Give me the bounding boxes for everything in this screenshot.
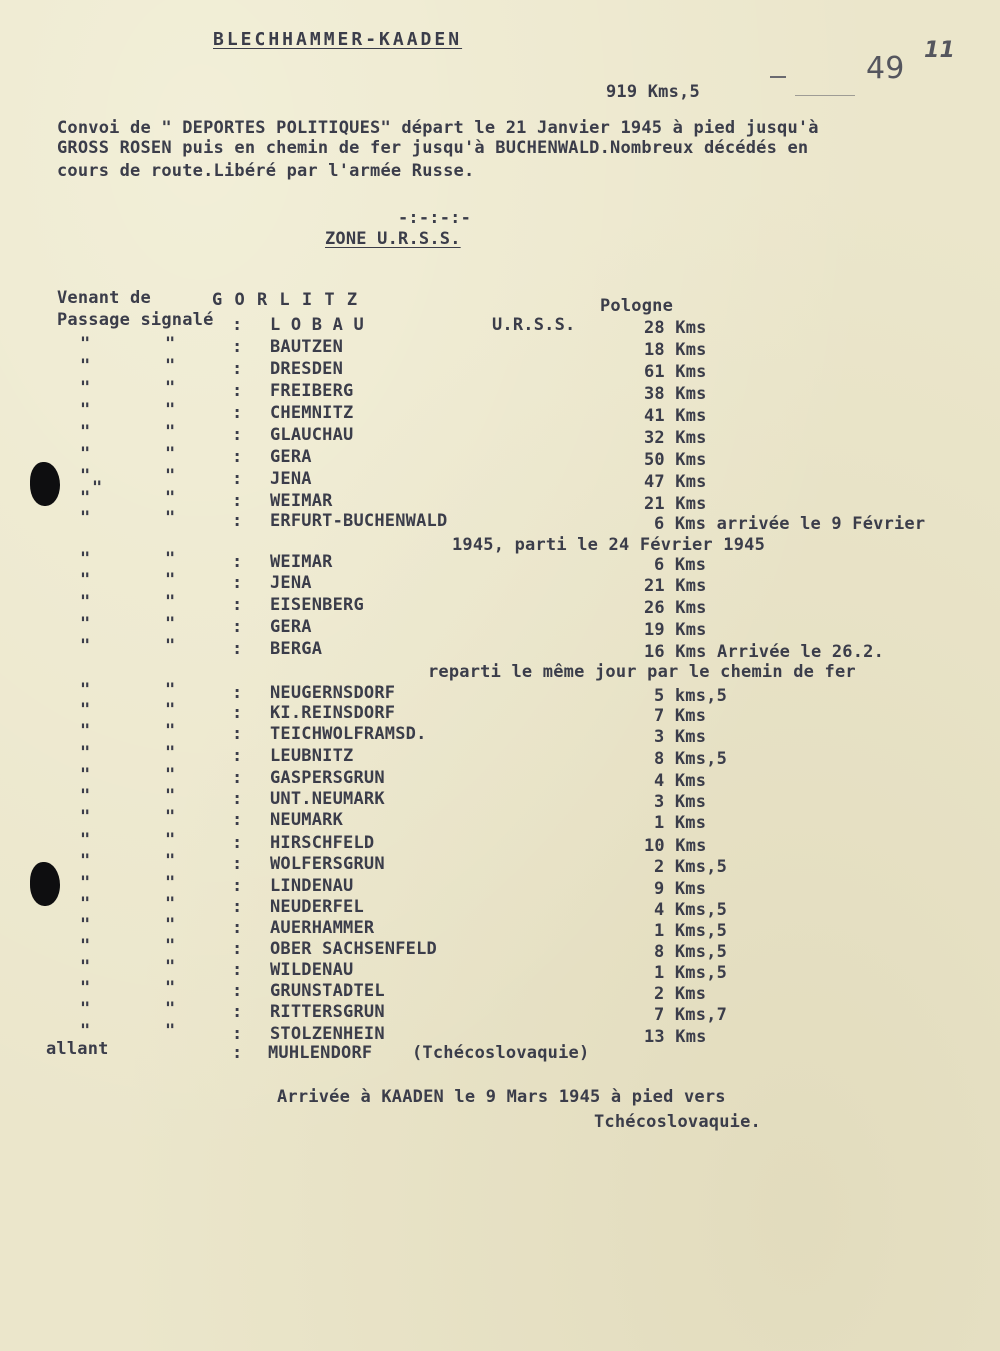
intro-line: cours de route.Libéré par l'armée Russe. <box>57 161 475 181</box>
ditto-mark: " <box>165 851 176 871</box>
pencil-mark <box>770 76 786 78</box>
folio-number: 11 <box>924 38 956 63</box>
ditto-mark: " <box>80 721 91 741</box>
distance: 50 Kms <box>644 450 707 470</box>
distance: 8 Kms,5 <box>654 942 728 962</box>
last-place: MUHLENDORF <box>268 1043 373 1063</box>
zone-label: U.R.S.S. <box>492 315 576 335</box>
ditto-mark: " <box>165 894 176 914</box>
row-colon: : <box>232 703 243 723</box>
place-name: BAUTZEN <box>270 337 344 357</box>
distance: 7 Kms <box>654 706 707 726</box>
ditto-mark: " <box>80 700 91 720</box>
ditto-mark: " <box>80 592 91 612</box>
ditto-mark: " <box>165 873 176 893</box>
place-name: GASPERSGRUN <box>270 768 385 788</box>
distance: 19 Kms <box>644 620 707 640</box>
place-name: NEUGERNSDORF <box>270 683 396 703</box>
row-colon: : <box>232 768 243 788</box>
distance: 3 Kms <box>654 727 707 747</box>
ditto-mark: " <box>80 400 91 420</box>
distance: 9 Kms <box>654 879 707 899</box>
row-colon: : <box>232 876 243 896</box>
distance: 32 Kms <box>644 428 707 448</box>
zone-heading: ZONE U.R.S.S. <box>325 229 461 249</box>
place-name: KI.REINSDORF <box>270 703 396 723</box>
row-colon: : <box>232 359 243 379</box>
distance: 21 Kms <box>644 576 707 596</box>
ditto-mark: " <box>165 743 176 763</box>
continuation-note: 1945, parti le 24 Février 1945 <box>452 535 766 555</box>
ditto-mark: " <box>80 743 91 763</box>
ditto-mark: " <box>165 936 176 956</box>
ditto-mark: " <box>165 378 176 398</box>
ditto-mark: " <box>80 488 91 508</box>
ditto-mark: " <box>80 549 91 569</box>
intro-line: Convoi de " DEPORTES POLITIQUES" départ le 21 Janvier 1945 à pied jusqu'à <box>57 118 819 138</box>
row-colon: : <box>232 1043 243 1063</box>
footer-line: Arrivée à KAADEN le 9 Mars 1945 à pied vers <box>277 1087 726 1107</box>
ditto-mark: " <box>165 422 176 442</box>
row-colon: : <box>232 981 243 1001</box>
ditto-mark: " <box>80 894 91 914</box>
distance: 38 Kms <box>644 384 707 404</box>
row-colon: : <box>232 639 243 659</box>
distance: 61 Kms <box>644 362 707 382</box>
ditto-mark: " <box>165 807 176 827</box>
row-colon: : <box>232 1024 243 1044</box>
ditto-mark: " <box>80 680 91 700</box>
punch-hole <box>30 862 60 906</box>
ditto-mark: " <box>165 680 176 700</box>
ditto-mark: " <box>165 570 176 590</box>
footer-line: Tchécoslovaquie. <box>594 1112 761 1132</box>
ditto-mark: " <box>165 978 176 998</box>
row-colon: : <box>232 810 243 830</box>
origin-label: Venant de <box>57 288 151 308</box>
ditto-mark: " <box>80 378 91 398</box>
distance: 6 Kms <box>654 555 707 575</box>
distance: 2 Kms <box>654 984 707 1004</box>
distance: 10 Kms <box>644 836 707 856</box>
pencil-mark <box>795 95 855 96</box>
ditto-mark: " <box>165 614 176 634</box>
place-name: NEUDERFEL <box>270 897 364 917</box>
place-name: LEUBNITZ <box>270 746 354 766</box>
row-colon: : <box>232 918 243 938</box>
place-name: GERA <box>270 447 312 467</box>
place-name: OBER SACHSENFELD <box>270 939 437 959</box>
place-name: EISENBERG <box>270 595 364 615</box>
distance: 6 Kms arrivée le 9 Février <box>654 514 926 534</box>
ditto-mark: " <box>80 786 91 806</box>
place-name: GERA <box>270 617 312 637</box>
distance: 28 Kms <box>644 318 707 338</box>
passage-label: Passage signalé <box>57 310 214 330</box>
ditto-mark: " <box>80 570 91 590</box>
row-colon: : <box>232 960 243 980</box>
row-colon: : <box>232 897 243 917</box>
row-colon: : <box>232 746 243 766</box>
distance: 16 Kms Arrivée le 26.2. <box>644 642 885 662</box>
place-name: GRUNSTADTEL <box>270 981 385 1001</box>
ditto-mark: " <box>165 549 176 569</box>
distance: 1 Kms,5 <box>654 963 728 983</box>
place-name: LINDENAU <box>270 876 354 896</box>
row-colon: : <box>232 617 243 637</box>
distance: 7 Kms,7 <box>654 1005 728 1025</box>
ditto-mark: " <box>165 466 176 486</box>
ditto-mark: " <box>165 786 176 806</box>
ditto-mark: " <box>165 488 176 508</box>
place-name: STOLZENHEIN <box>270 1024 385 1044</box>
row-colon: : <box>232 315 243 335</box>
ditto-mark: " <box>165 334 176 354</box>
distance: 4 Kms <box>654 771 707 791</box>
row-colon: : <box>232 491 243 511</box>
ditto-mark: " <box>80 978 91 998</box>
place-name: TEICHWOLFRAMSD. <box>270 724 427 744</box>
document-title: BLECHHAMMER-KAADEN <box>213 29 463 50</box>
total-distance: 919 Kms,5 <box>606 82 700 102</box>
ditto-mark: " <box>80 807 91 827</box>
last-place-note: (Tchécoslovaquie) <box>412 1043 590 1063</box>
row-colon: : <box>232 381 243 401</box>
distance: 2 Kms,5 <box>654 857 728 877</box>
place-name: FREIBERG <box>270 381 354 401</box>
ditto-mark: " <box>92 478 103 498</box>
ditto-mark: " <box>165 721 176 741</box>
ditto-mark: " <box>80 508 91 528</box>
row-colon: : <box>232 337 243 357</box>
row-colon: : <box>232 469 243 489</box>
row-colon: : <box>232 511 243 531</box>
place-name: JENA <box>270 573 312 593</box>
ditto-mark: " <box>80 356 91 376</box>
first-place: G O R L I T Z <box>212 290 359 310</box>
row-colon: : <box>232 789 243 809</box>
distance: 41 Kms <box>644 406 707 426</box>
ditto-mark: " <box>165 592 176 612</box>
distance: 4 Kms,5 <box>654 900 728 920</box>
ditto-mark: " <box>80 765 91 785</box>
ditto-mark: " <box>165 765 176 785</box>
place-name: ERFURT-BUCHENWALD <box>270 511 448 531</box>
ditto-mark: " <box>80 830 91 850</box>
row-colon: : <box>232 854 243 874</box>
ditto-mark: " <box>165 444 176 464</box>
ditto-mark: " <box>165 636 176 656</box>
ditto-mark: " <box>80 915 91 935</box>
ditto-mark: " <box>80 636 91 656</box>
row-colon: : <box>232 403 243 423</box>
place-name: UNT.NEUMARK <box>270 789 385 809</box>
place-name: NEUMARK <box>270 810 344 830</box>
punch-hole <box>30 462 60 506</box>
place-name: RITTERSGRUN <box>270 1002 385 1022</box>
place-name: WOLFERSGRUN <box>270 854 385 874</box>
distance: 5 kms,5 <box>654 686 728 706</box>
row-colon: : <box>232 552 243 572</box>
ditto-mark: " <box>165 830 176 850</box>
row-colon: : <box>232 683 243 703</box>
place-name: HIRSCHFELD <box>270 833 375 853</box>
ditto-mark: " <box>80 873 91 893</box>
distance: 3 Kms <box>654 792 707 812</box>
place-name: L O B A U <box>270 315 364 335</box>
place-name: CHEMNITZ <box>270 403 354 423</box>
ditto-mark: " <box>165 999 176 1019</box>
row-colon: : <box>232 595 243 615</box>
row-colon: : <box>232 939 243 959</box>
ditto-mark: " <box>165 957 176 977</box>
distance: 26 Kms <box>644 598 707 618</box>
ditto-mark: " <box>80 444 91 464</box>
place-name: WEIMAR <box>270 552 333 572</box>
row-colon: : <box>232 447 243 467</box>
distance: 8 Kms,5 <box>654 749 728 769</box>
row-colon: : <box>232 724 243 744</box>
distance: 1 Kms,5 <box>654 921 728 941</box>
ditto-mark: " <box>80 466 91 486</box>
continuation-note: reparti le même jour par le chemin de fer <box>428 662 856 682</box>
place-name: JENA <box>270 469 312 489</box>
ditto-mark: " <box>165 915 176 935</box>
distance: 47 Kms <box>644 472 707 492</box>
intro-line: GROSS ROSEN puis en chemin de fer jusqu'à BUCHENWALD.Nombreux décédés en <box>57 138 809 158</box>
place-name: WILDENAU <box>270 960 354 980</box>
row-colon: : <box>232 1002 243 1022</box>
place-name: DRESDEN <box>270 359 344 379</box>
country-label: Pologne <box>600 296 674 316</box>
row-colon: : <box>232 573 243 593</box>
place-name: GLAUCHAU <box>270 425 354 445</box>
ditto-mark: " <box>80 1021 91 1041</box>
ditto-mark: " <box>80 422 91 442</box>
separator: -:-:-:- <box>398 208 472 228</box>
row-colon: : <box>232 425 243 445</box>
ditto-mark: " <box>165 508 176 528</box>
ditto-mark: " <box>80 614 91 634</box>
row-colon: : <box>232 833 243 853</box>
distance: 18 Kms <box>644 340 707 360</box>
ditto-mark: " <box>80 936 91 956</box>
ditto-mark: " <box>80 334 91 354</box>
ditto-mark: " <box>80 999 91 1019</box>
ditto-mark: " <box>80 957 91 977</box>
distance: 1 Kms <box>654 813 707 833</box>
ditto-mark: " <box>165 400 176 420</box>
ditto-mark: " <box>80 851 91 871</box>
place-name: AUERHAMMER <box>270 918 375 938</box>
place-name: BERGA <box>270 639 323 659</box>
distance: 13 Kms <box>644 1027 707 1047</box>
place-name: WEIMAR <box>270 491 333 511</box>
ditto-mark: " <box>165 1021 176 1041</box>
distance: 21 Kms <box>644 494 707 514</box>
last-label: allant <box>46 1039 109 1059</box>
ditto-mark: " <box>165 700 176 720</box>
page-number: 49 <box>866 51 905 86</box>
ditto-mark: " <box>165 356 176 376</box>
